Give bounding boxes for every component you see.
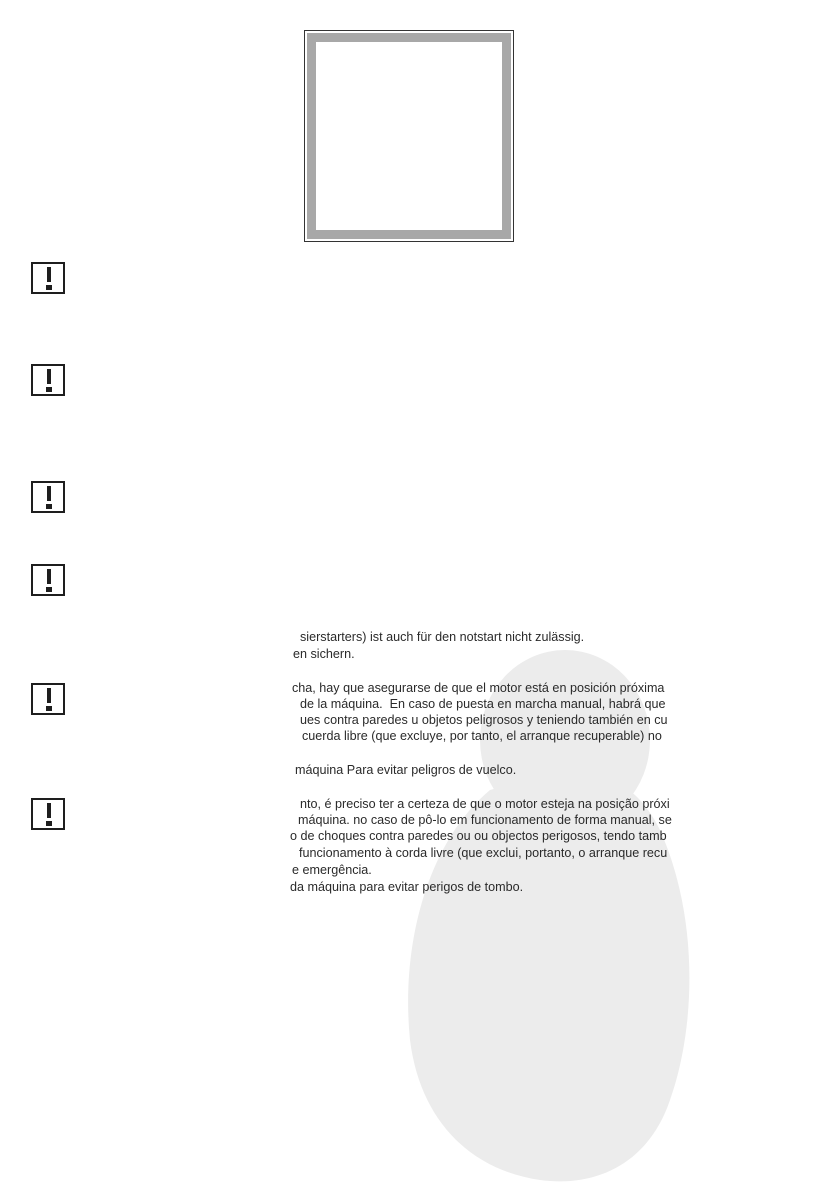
exclamation-warning-icon [31, 798, 65, 830]
portuguese-text-line: máquina. no caso de pô-lo em funcionamento de forma manual, se [298, 813, 672, 827]
german-text-line: en sichern. [293, 647, 355, 661]
spanish-text-line: de la máquina. En caso de puesta en marcha manual, habrá que [300, 697, 666, 711]
exclamation-warning-icon [31, 364, 65, 396]
portuguese-text-line: nto, é preciso ter a certeza de que o motor esteja na posição próxi [300, 797, 670, 811]
portuguese-text-line: o de choques contra paredes ou ou objectos perigosos, tendo tamb [290, 829, 667, 843]
portuguese-text-line: da máquina para evitar perigos de tombo. [290, 880, 524, 894]
german-text-line: sierstarters) ist auch für den notstart nicht zulässig. [300, 630, 585, 644]
figure-inner-border [307, 33, 511, 239]
portuguese-text-line: e emergência. [292, 863, 372, 877]
spanish-text-line: máquina Para evitar peligros de vuelco. [295, 763, 517, 777]
spanish-text-line: cuerda libre (que excluye, por tanto, el arranque recuperable) no [302, 729, 662, 743]
spanish-text-line: ues contra paredes u objetos peligrosos y teniendo también en cu [300, 713, 668, 727]
exclamation-warning-icon [31, 262, 65, 294]
figure-frame [304, 30, 514, 242]
spanish-text-line: cha, hay que asegurarse de que el motor está en posición próxima [292, 681, 665, 695]
exclamation-warning-icon [31, 564, 65, 596]
portuguese-text-line: funcionamento à corda livre (que exclui, portanto, o arranque recu [299, 846, 668, 860]
exclamation-warning-icon [31, 683, 65, 715]
exclamation-warning-icon [31, 481, 65, 513]
